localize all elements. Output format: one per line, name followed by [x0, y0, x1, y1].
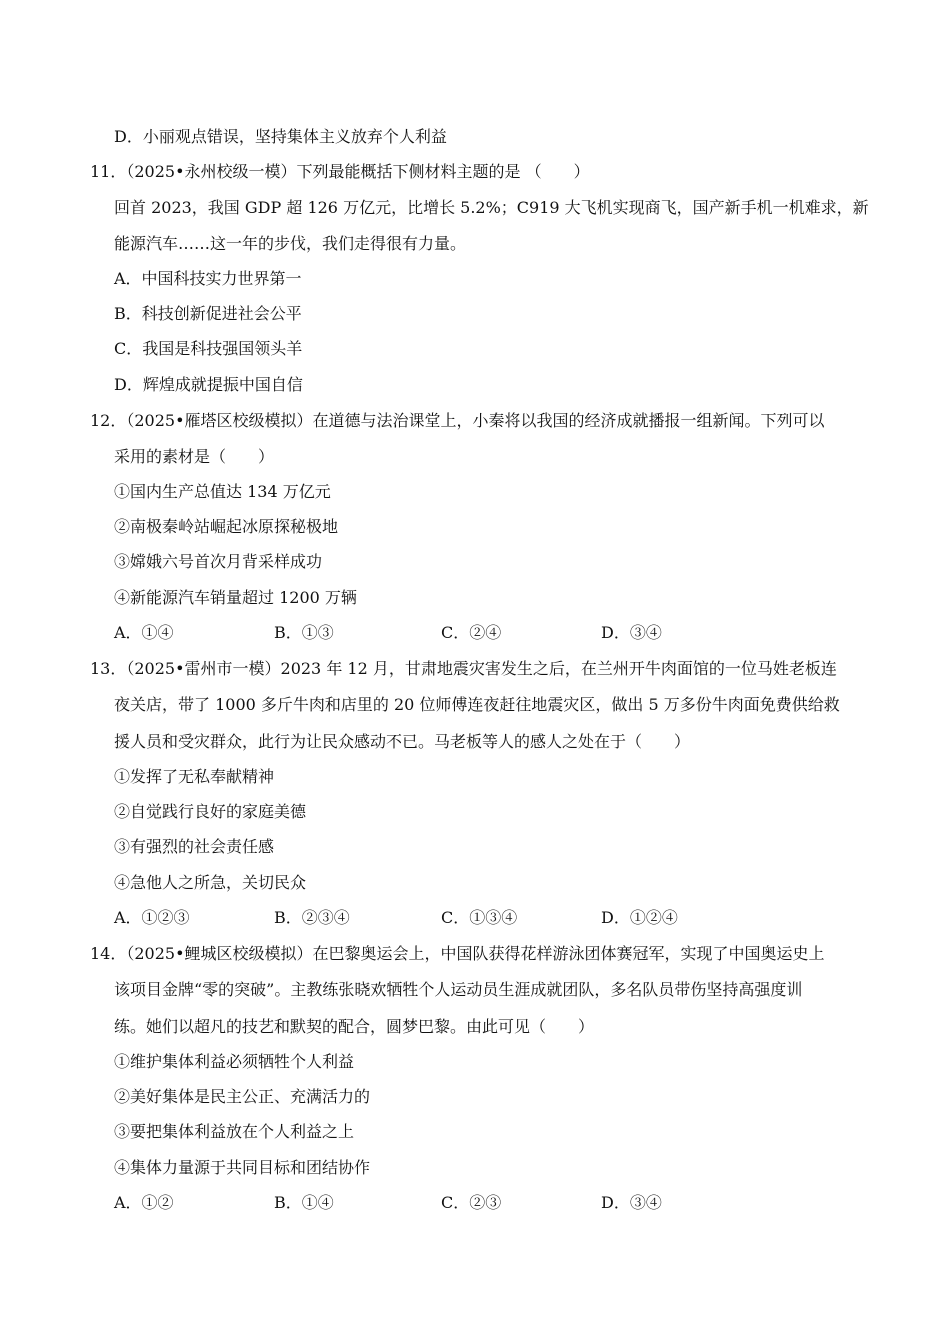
q12-item-1: ①国内生产总值达 134 万亿元	[114, 482, 331, 501]
q14-option-b: B．①④	[274, 1193, 334, 1212]
q12-option-a: A．①④	[114, 623, 174, 642]
q14-stem-line-3: 练。她们以超凡的技艺和默契的配合，圆梦巴黎。由此可见（ ）	[114, 1017, 595, 1036]
q11-material-line-2: 能源汽车……这一年的步伐，我们走得很有力量。	[114, 234, 467, 253]
q12-item-3: ③嫦娥六号首次月背采样成功	[114, 552, 323, 571]
q14-item-3: ③要把集体利益放在个人利益之上	[114, 1122, 355, 1141]
q14-option-d: D．③④	[601, 1193, 662, 1212]
q14-stem-line-1: 14．（2025•鲤城区校级模拟）在巴黎奥运会上，中国队获得花样游泳团体赛冠军，实现了中国奥运史上	[90, 944, 825, 963]
q13-stem-line-3: 援人员和受灾群众，此行为让民众感动不已。马老板等人的感人之处在于（ ）	[114, 732, 691, 751]
q13-option-c: C．①③④	[441, 908, 518, 927]
q14-item-2: ②美好集体是民主公正、充满活力的	[114, 1087, 371, 1106]
q12-stem-line-1: 12．（2025•雁塔区校级模拟）在道德与法治课堂上，小秦将以我国的经济成就播报一组新闻。下列可以	[90, 411, 825, 430]
q12-option-b: B．①③	[274, 623, 334, 642]
q11-option-c: C．我国是科技强国领头羊	[114, 339, 303, 358]
q14-item-1: ①维护集体利益必须牺牲个人利益	[114, 1052, 355, 1071]
q13-option-d: D．①②④	[601, 908, 678, 927]
q11-material-line-1: 回首 2023，我国 GDP 超 126 万亿元，比增长 5.2%；C919 大飞机实现商飞，国产新手机一机难求，新	[114, 198, 869, 217]
q12-item-4: ④新能源汽车销量超过 1200 万辆	[114, 588, 357, 607]
q12-stem-line-2: 采用的素材是（ ）	[114, 447, 275, 466]
q14-item-4: ④集体力量源于共同目标和团结协作	[114, 1158, 371, 1177]
q13-item-1: ①发挥了无私奉献精神	[114, 767, 275, 786]
q13-stem-line-1: 13．（2025•雷州市一模）2023 年 12 月，甘肃地震灾害发生之后，在兰州开牛肉面馆的一位马姓老板连	[90, 659, 837, 678]
q10-option-d: D．小丽观点错误，坚持集体主义放弃个人利益	[114, 127, 447, 146]
q11-option-d: D．辉煌成就提振中国自信	[114, 375, 303, 394]
q11-option-b: B．科技创新促进社会公平	[114, 304, 302, 323]
q14-option-c: C．②③	[441, 1193, 502, 1212]
q11-stem: 11．（2025•永州校级一模）下列最能概括下侧材料主题的是 （ ）	[90, 162, 590, 181]
q13-stem-line-2: 夜关店，带了 1000 多斤牛肉和店里的 20 位师傅连夜赶往地震灾区，做出 5 万多份牛肉面免费供给救	[114, 695, 840, 714]
q13-option-a: A．①②③	[114, 908, 190, 927]
q13-item-2: ②自觉践行良好的家庭美德	[114, 802, 307, 821]
q13-item-3: ③有强烈的社会责任感	[114, 837, 275, 856]
q14-stem-line-2: 该项目金牌“零的突破”。主教练张晓欢牺牲个人运动员生涯成就团队，多名队员带伤坚持高强度训	[114, 980, 803, 999]
q12-item-2: ②南极秦岭站崛起冰原探秘极地	[114, 517, 339, 536]
q13-option-b: B．②③④	[274, 908, 350, 927]
q13-item-4: ④急他人之所急，关切民众	[114, 873, 307, 892]
q12-option-d: D．③④	[601, 623, 662, 642]
q11-option-a: A．中国科技实力世界第一	[114, 269, 302, 288]
q14-option-a: A．①②	[114, 1193, 174, 1212]
q12-option-c: C．②④	[441, 623, 502, 642]
